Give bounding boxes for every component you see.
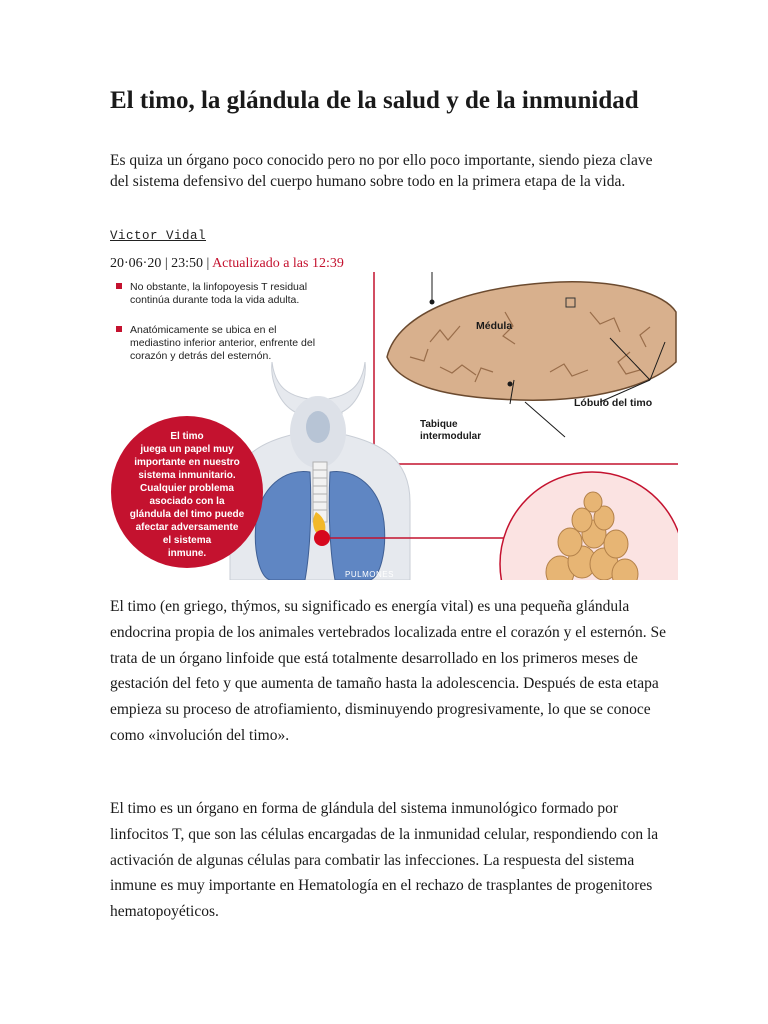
updated-time: Actualizado a las 12:39 [212, 256, 344, 271]
callout-line: el sistema [162, 535, 212, 546]
label-lobulo: Lóbulo del timo [574, 397, 653, 409]
bullet-2-line-2: mediastino inferior anterior, enfrente del [130, 337, 316, 349]
article-standfirst: Es quiza un órgano poco conocido pero no por ello poco importante, siendo pieza clave del sistema defensivo del cuerpo humano sobre todo en la primera etapa de la vida. [110, 152, 653, 190]
body-paragraph-1: El timo (en griego, thýmos, su significado es energía vital) es una pequeña glándula endocrina propia de los animales vertebrados localizada entre el corazón y el esternón. Se trata de un órgano linfoide que está totalmente desarrollado en los primeros meses de gestación del feto y que aumenta de tamaño hasta la adolescencia. Después de esta etapa empieza su proceso de atrofiamiento, disminuyendo progresivamente, lo que se conoce como «involución del timo». [110, 598, 667, 744]
callout-line: El timo [170, 431, 204, 442]
bullet-2-line-3: corazón y detrás del esternón. [130, 350, 272, 362]
bullet-1-line-1: No obstante, la linfopoyesis T residual [130, 281, 308, 293]
info-bullets [116, 281, 315, 362]
author-link[interactable]: Victor Vidal [110, 229, 207, 243]
label-tabique-1: Tabique [420, 419, 458, 430]
dateline [110, 256, 344, 272]
bullet-marker [116, 283, 122, 289]
label-medula: Médula [476, 320, 513, 332]
callout-line: juega un papel muy [140, 444, 234, 455]
callout-line: sistema inmunitario. [138, 470, 236, 481]
label-pulmones: PULMONES [345, 570, 394, 579]
callout-line: Cualquier problema [140, 483, 234, 494]
thymus-red-dot [314, 530, 330, 546]
article-title: El timo, la glándula de la salud y de la inmunidad [110, 87, 639, 114]
publish-date: 20·06·20 | 23:50 | [110, 256, 210, 271]
bullet-marker [116, 326, 122, 332]
callout-line: glándula del timo puede [129, 509, 245, 520]
callout-line: inmune. [167, 548, 207, 559]
label-tabique-2: intermodular [420, 431, 482, 442]
callout-circle [111, 416, 263, 568]
body-paragraph-2: El timo es un órgano en forma de glándula del sistema inmunológico formado por linfocitos T, que son las células encargadas de la inmunidad celular, respondiendo con la activación de algunas células para combatir las infecciones. La respuesta del sistema inmune es muy importante en Hematología en el rechazo de trasplantes de progenitores hematopoyéticos. [110, 800, 659, 921]
thymus-infographic [110, 272, 678, 580]
bullet-1-line-2: continúa durante toda la vida adulta. [130, 294, 300, 306]
callout-line: importante en nuestro [134, 457, 240, 468]
lobule-zoom-circle [500, 472, 678, 580]
bullet-2-line-1: Anatómicamente se ubica en el [130, 324, 277, 336]
callout-line: afectar adversamente [135, 522, 239, 533]
callout-line: asociado con la [149, 496, 225, 507]
